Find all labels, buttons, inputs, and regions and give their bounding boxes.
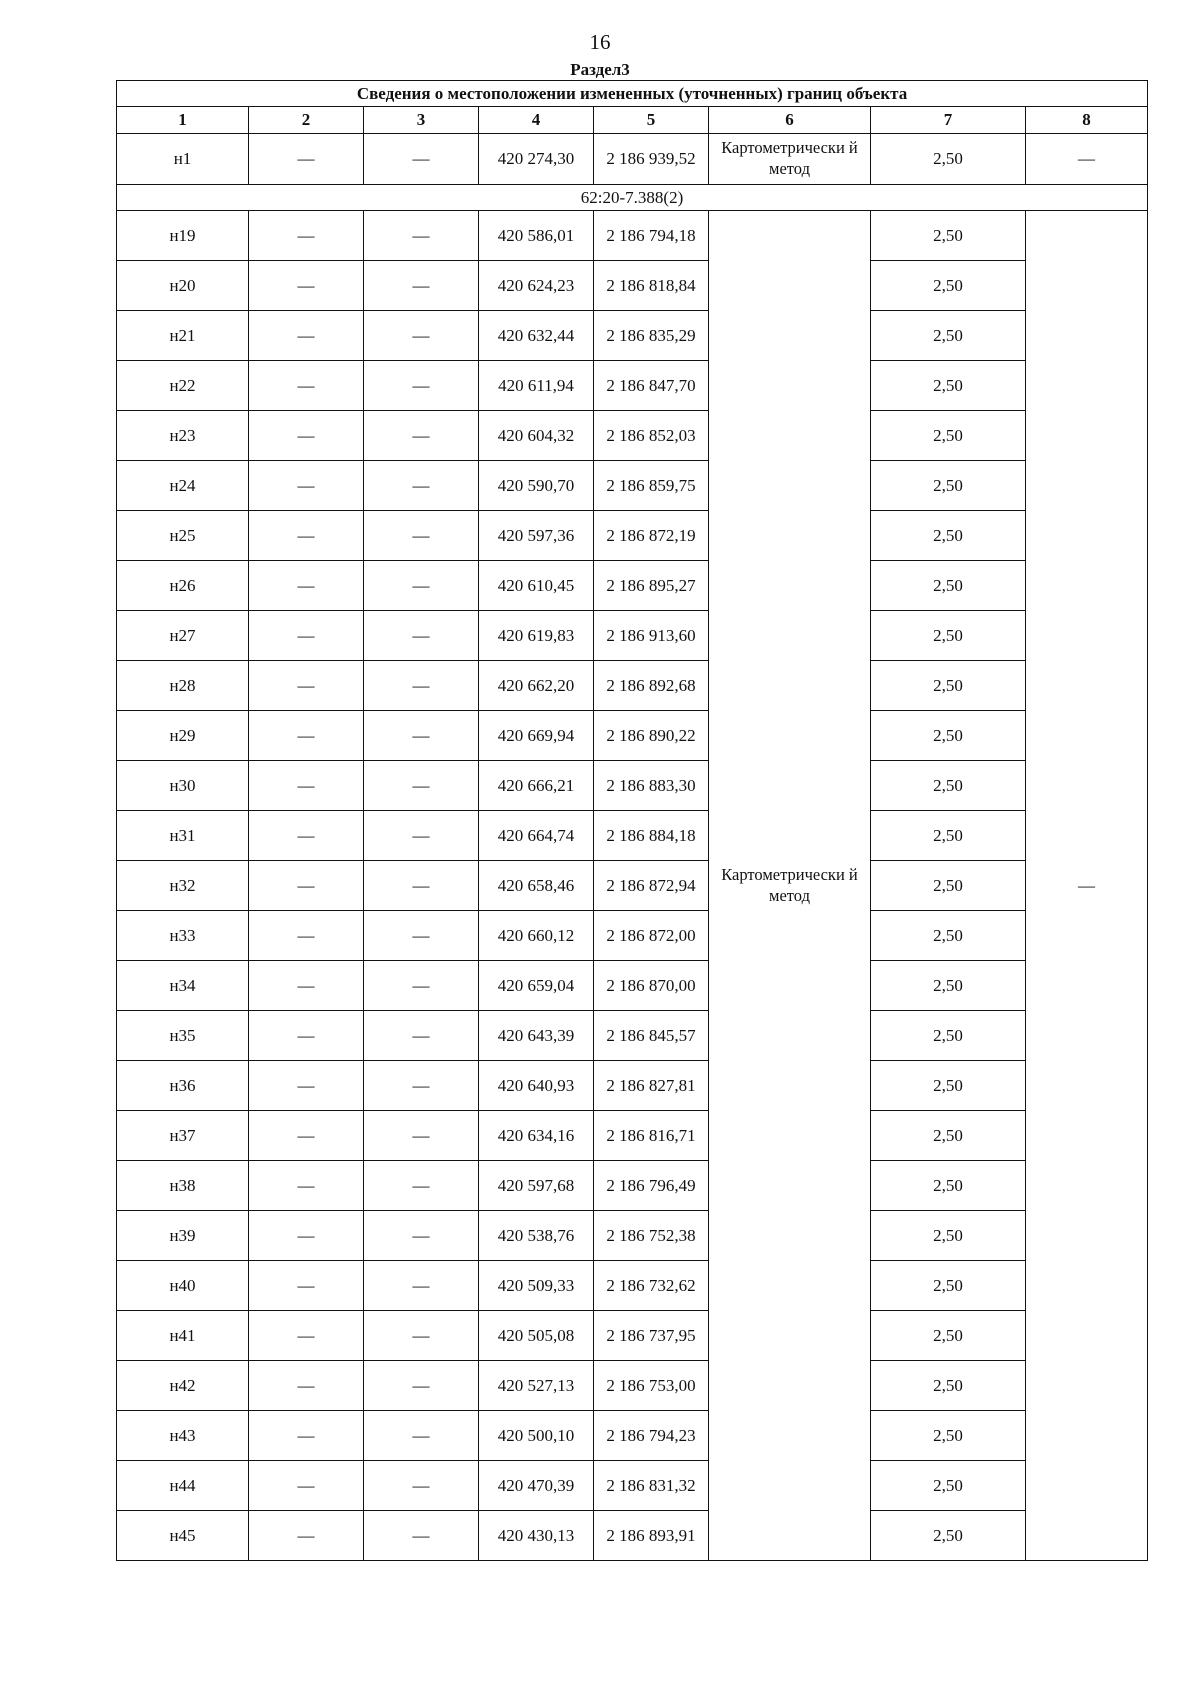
x-coordinate-cell: 420 632,44	[479, 311, 594, 361]
precision-cell: 2,50	[871, 1061, 1026, 1111]
col2-cell: —	[249, 1411, 364, 1461]
precision-cell: 2,50	[871, 861, 1026, 911]
point-name-cell: н29	[117, 711, 249, 761]
col2-cell: —	[249, 361, 364, 411]
y-coordinate-cell: 2 186 892,68	[594, 661, 709, 711]
precision-cell: 2,50	[871, 961, 1026, 1011]
x-coordinate-cell: 420 619,83	[479, 611, 594, 661]
precision-cell: 2,50	[871, 1461, 1026, 1511]
y-coordinate-cell: 2 186 890,22	[594, 711, 709, 761]
y-coordinate-cell: 2 186 872,94	[594, 861, 709, 911]
precision-cell: 2,50	[871, 511, 1026, 561]
col2-cell: —	[249, 1211, 364, 1261]
col2-cell: —	[249, 961, 364, 1011]
precision-cell: 2,50	[871, 261, 1026, 311]
col2-cell: —	[249, 411, 364, 461]
point-name-cell: н38	[117, 1161, 249, 1211]
y-coordinate-cell: 2 186 939,52	[594, 134, 709, 185]
precision-cell: 2,50	[871, 561, 1026, 611]
col3-cell: —	[364, 661, 479, 711]
col2-cell: —	[249, 211, 364, 261]
y-coordinate-cell: 2 186 872,00	[594, 911, 709, 961]
precision-cell: 2,50	[871, 1361, 1026, 1411]
table-row	[117, 311, 1148, 361]
precision-cell: 2,50	[871, 711, 1026, 761]
table-row	[117, 411, 1148, 461]
precision-cell: 2,50	[871, 361, 1026, 411]
y-coordinate-cell: 2 186 737,95	[594, 1311, 709, 1361]
col2-cell: —	[249, 661, 364, 711]
table-row	[117, 1111, 1148, 1161]
col3-cell: —	[364, 211, 479, 261]
point-name-cell: н26	[117, 561, 249, 611]
x-coordinate-cell: 420 500,10	[479, 1411, 594, 1461]
y-coordinate-cell: 2 186 794,18	[594, 211, 709, 261]
x-coordinate-cell: 420 597,68	[479, 1161, 594, 1211]
col2-cell: —	[249, 261, 364, 311]
col2-cell: —	[249, 1011, 364, 1061]
col3-cell: —	[364, 1461, 479, 1511]
x-coordinate-cell: 420 666,21	[479, 761, 594, 811]
x-coordinate-cell: 420 634,16	[479, 1111, 594, 1161]
col3-cell: —	[364, 1511, 479, 1561]
precision-cell: 2,50	[871, 811, 1026, 861]
point-name-cell: н44	[117, 1461, 249, 1511]
section-title: Раздел3	[570, 60, 630, 79]
col8-cell: —	[1026, 134, 1148, 185]
point-name-cell: н1	[117, 134, 249, 185]
col3-cell: —	[364, 1261, 479, 1311]
x-coordinate-cell: 420 624,23	[479, 261, 594, 311]
y-coordinate-cell: 2 186 893,91	[594, 1511, 709, 1561]
table-row	[117, 1361, 1148, 1411]
precision-cell: 2,50	[871, 1311, 1026, 1361]
table-row	[117, 561, 1148, 611]
col3-cell: —	[364, 561, 479, 611]
x-coordinate-cell: 420 643,39	[479, 1011, 594, 1061]
y-coordinate-cell: 2 186 872,19	[594, 511, 709, 561]
col3-cell: —	[364, 761, 479, 811]
precision-cell: 2,50	[871, 1511, 1026, 1561]
method-cell: Картометрически й метод	[709, 134, 871, 185]
x-coordinate-cell: 420 470,39	[479, 1461, 594, 1511]
col3-cell: —	[364, 911, 479, 961]
col2-cell: —	[249, 761, 364, 811]
col2-cell: —	[249, 134, 364, 185]
y-coordinate-cell: 2 186 847,70	[594, 361, 709, 411]
col3-cell: —	[364, 511, 479, 561]
x-coordinate-cell: 420 660,12	[479, 911, 594, 961]
col3-cell: —	[364, 1361, 479, 1411]
point-name-cell: н33	[117, 911, 249, 961]
col2-cell: —	[249, 611, 364, 661]
point-name-cell: н34	[117, 961, 249, 1011]
precision-cell: 2,50	[871, 1161, 1026, 1211]
col3-cell: —	[364, 1311, 479, 1361]
table-row	[117, 1011, 1148, 1061]
precision-cell: 2,50	[871, 1211, 1026, 1261]
group-method-cell: Картометрически й метод	[709, 211, 871, 1561]
table-row	[117, 1411, 1148, 1461]
x-coordinate-cell: 420 669,94	[479, 711, 594, 761]
x-coordinate-cell: 420 505,08	[479, 1311, 594, 1361]
table-row	[117, 711, 1148, 761]
column-header: 7	[871, 107, 1026, 134]
precision-cell: 2,50	[871, 1261, 1026, 1311]
col3-cell: —	[364, 1111, 479, 1161]
col3-cell: —	[364, 711, 479, 761]
point-name-cell: н40	[117, 1261, 249, 1311]
table-row	[117, 1311, 1148, 1361]
column-header: 2	[249, 107, 364, 134]
col2-cell: —	[249, 1111, 364, 1161]
y-coordinate-cell: 2 186 884,18	[594, 811, 709, 861]
y-coordinate-cell: 2 186 859,75	[594, 461, 709, 511]
precision-cell: 2,50	[871, 311, 1026, 361]
y-coordinate-cell: 2 186 831,32	[594, 1461, 709, 1511]
col2-cell: —	[249, 1061, 364, 1111]
table-row	[117, 461, 1148, 511]
table-caption: Сведения о местоположении измененных (уточненных) границ объекта	[117, 81, 1148, 107]
col3-cell: —	[364, 961, 479, 1011]
x-coordinate-cell: 420 430,13	[479, 1511, 594, 1561]
point-name-cell: н31	[117, 811, 249, 861]
table-row	[117, 1461, 1148, 1511]
point-name-cell: н35	[117, 1011, 249, 1061]
point-name-cell: н42	[117, 1361, 249, 1411]
column-header: 5	[594, 107, 709, 134]
column-header-row	[117, 107, 1148, 134]
x-coordinate-cell: 420 527,13	[479, 1361, 594, 1411]
col3-cell: —	[364, 411, 479, 461]
x-coordinate-cell: 420 610,45	[479, 561, 594, 611]
y-coordinate-cell: 2 186 818,84	[594, 261, 709, 311]
table-row	[117, 1211, 1148, 1261]
y-coordinate-cell: 2 186 752,38	[594, 1211, 709, 1261]
point-name-cell: н28	[117, 661, 249, 711]
x-coordinate-cell: 420 590,70	[479, 461, 594, 511]
y-coordinate-cell: 2 186 870,00	[594, 961, 709, 1011]
y-coordinate-cell: 2 186 913,60	[594, 611, 709, 661]
col3-cell: —	[364, 311, 479, 361]
point-name-cell: н43	[117, 1411, 249, 1461]
precision-cell: 2,50	[871, 211, 1026, 261]
col3-cell: —	[364, 611, 479, 661]
table-row	[117, 1511, 1148, 1561]
col3-cell: —	[364, 1011, 479, 1061]
precision-cell: 2,50	[871, 461, 1026, 511]
point-name-cell: н21	[117, 311, 249, 361]
col3-cell: —	[364, 261, 479, 311]
table-row	[117, 661, 1148, 711]
group-label-row	[117, 185, 1148, 211]
col2-cell: —	[249, 1361, 364, 1411]
col3-cell: —	[364, 861, 479, 911]
point-name-cell: н30	[117, 761, 249, 811]
column-header: 8	[1026, 107, 1148, 134]
col3-cell: —	[364, 811, 479, 861]
x-coordinate-cell: 420 597,36	[479, 511, 594, 561]
x-coordinate-cell: 420 538,76	[479, 1211, 594, 1261]
precision-cell: 2,50	[871, 134, 1026, 185]
col2-cell: —	[249, 311, 364, 361]
y-coordinate-cell: 2 186 732,62	[594, 1261, 709, 1311]
col2-cell: —	[249, 711, 364, 761]
col3-cell: —	[364, 1211, 479, 1261]
group-label: 62:20-7.388(2)	[117, 185, 1148, 211]
table-row	[117, 761, 1148, 811]
col2-cell: —	[249, 561, 364, 611]
boundary-table	[116, 80, 1148, 1561]
col2-cell: —	[249, 1161, 364, 1211]
point-name-cell: н19	[117, 211, 249, 261]
point-name-cell: н27	[117, 611, 249, 661]
x-coordinate-cell: 420 662,20	[479, 661, 594, 711]
precision-cell: 2,50	[871, 761, 1026, 811]
table-row	[117, 1161, 1148, 1211]
table-row	[117, 134, 1148, 185]
point-name-cell: н32	[117, 861, 249, 911]
col2-cell: —	[249, 1261, 364, 1311]
y-coordinate-cell: 2 186 794,23	[594, 1411, 709, 1461]
y-coordinate-cell: 2 186 796,49	[594, 1161, 709, 1211]
col3-cell: —	[364, 134, 479, 185]
x-coordinate-cell: 420 658,46	[479, 861, 594, 911]
point-name-cell: н24	[117, 461, 249, 511]
col2-cell: —	[249, 911, 364, 961]
column-header: 1	[117, 107, 249, 134]
precision-cell: 2,50	[871, 911, 1026, 961]
table-row	[117, 1261, 1148, 1311]
precision-cell: 2,50	[871, 1411, 1026, 1461]
precision-cell: 2,50	[871, 1011, 1026, 1061]
y-coordinate-cell: 2 186 852,03	[594, 411, 709, 461]
y-coordinate-cell: 2 186 883,30	[594, 761, 709, 811]
precision-cell: 2,50	[871, 411, 1026, 461]
precision-cell: 2,50	[871, 1111, 1026, 1161]
col3-cell: —	[364, 1161, 479, 1211]
col2-cell: —	[249, 511, 364, 561]
precision-cell: 2,50	[871, 661, 1026, 711]
x-coordinate-cell: 420 509,33	[479, 1261, 594, 1311]
page-number: 16	[589, 30, 611, 54]
col2-cell: —	[249, 1461, 364, 1511]
point-name-cell: н23	[117, 411, 249, 461]
precision-cell: 2,50	[871, 611, 1026, 661]
point-name-cell: н20	[117, 261, 249, 311]
table-row	[117, 211, 1148, 261]
table-row	[117, 261, 1148, 311]
point-name-cell: н25	[117, 511, 249, 561]
x-coordinate-cell: 420 611,94	[479, 361, 594, 411]
x-coordinate-cell: 420 274,30	[479, 134, 594, 185]
table-row	[117, 961, 1148, 1011]
x-coordinate-cell: 420 586,01	[479, 211, 594, 261]
x-coordinate-cell: 420 640,93	[479, 1061, 594, 1111]
col3-cell: —	[364, 361, 479, 411]
col2-cell: —	[249, 811, 364, 861]
col2-cell: —	[249, 461, 364, 511]
column-header: 3	[364, 107, 479, 134]
col2-cell: —	[249, 861, 364, 911]
table-row	[117, 361, 1148, 411]
point-name-cell: н36	[117, 1061, 249, 1111]
y-coordinate-cell: 2 186 816,71	[594, 1111, 709, 1161]
col2-cell: —	[249, 1511, 364, 1561]
y-coordinate-cell: 2 186 845,57	[594, 1011, 709, 1061]
table-row	[117, 611, 1148, 661]
x-coordinate-cell: 420 659,04	[479, 961, 594, 1011]
column-header: 4	[479, 107, 594, 134]
point-name-cell: н45	[117, 1511, 249, 1561]
table-row	[117, 861, 1148, 911]
x-coordinate-cell: 420 664,74	[479, 811, 594, 861]
table-row	[117, 911, 1148, 961]
point-name-cell: н39	[117, 1211, 249, 1261]
table-row	[117, 811, 1148, 861]
column-header: 6	[709, 107, 871, 134]
y-coordinate-cell: 2 186 753,00	[594, 1361, 709, 1411]
point-name-cell: н22	[117, 361, 249, 411]
y-coordinate-cell: 2 186 835,29	[594, 311, 709, 361]
y-coordinate-cell: 2 186 895,27	[594, 561, 709, 611]
point-name-cell: н37	[117, 1111, 249, 1161]
x-coordinate-cell: 420 604,32	[479, 411, 594, 461]
point-name-cell: н41	[117, 1311, 249, 1361]
group-col8-cell: —	[1026, 211, 1148, 1561]
table-row	[117, 511, 1148, 561]
col3-cell: —	[364, 461, 479, 511]
table-row	[117, 1061, 1148, 1111]
col3-cell: —	[364, 1411, 479, 1461]
col3-cell: —	[364, 1061, 479, 1111]
col2-cell: —	[249, 1311, 364, 1361]
y-coordinate-cell: 2 186 827,81	[594, 1061, 709, 1111]
table-caption-row	[117, 81, 1148, 107]
